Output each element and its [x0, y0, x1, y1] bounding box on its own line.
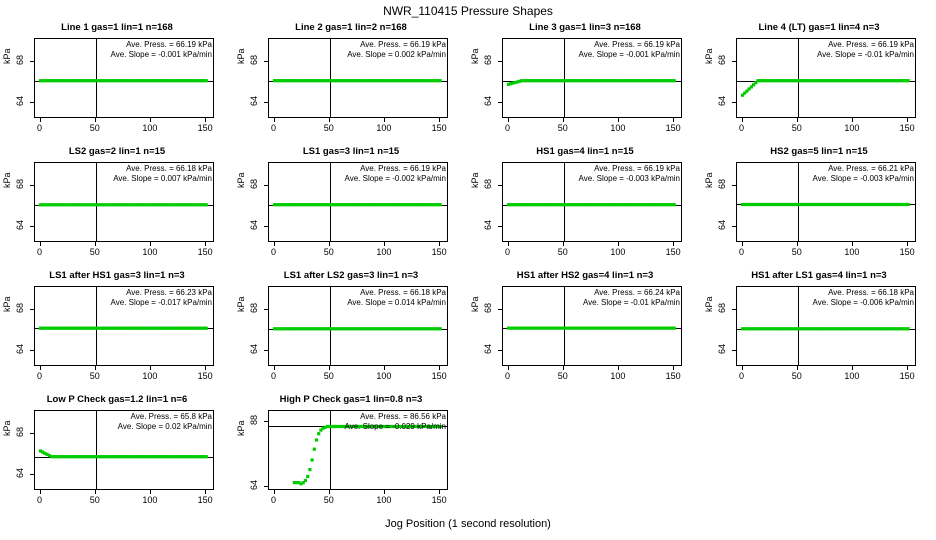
x-tick-mark — [95, 118, 96, 122]
chart-panel — [234, 144, 468, 268]
y-axis-label: kPa — [470, 296, 480, 312]
panel-title: LS1 after LS2 gas=3 lin=1 n=3 — [283, 270, 419, 281]
y-axis-label: kPa — [704, 296, 714, 312]
x-tick-label: 100 — [844, 371, 860, 381]
annotation-average-slope: Ave. Slope = -0.002 kPa/min — [344, 174, 446, 183]
y-tick-label: 68 — [483, 178, 493, 189]
x-tick-label: 150 — [197, 247, 213, 257]
x-tick-label: 50 — [89, 123, 100, 133]
x-axis-label: Jog Position (1 second resolution) — [385, 518, 551, 530]
y-tick-mark — [264, 102, 268, 103]
y-axis-label: kPa — [236, 420, 246, 436]
x-tick-label: 150 — [665, 247, 681, 257]
x-tick-label: 100 — [376, 495, 392, 505]
panel-title: LS1 gas=3 lin=1 n=15 — [302, 146, 400, 157]
y-axis-label: kPa — [470, 48, 480, 64]
y-tick-label: 64 — [483, 344, 493, 355]
x-tick-mark — [329, 118, 330, 122]
x-tick-mark — [384, 366, 385, 370]
panel-title: Low P Check gas=1.2 lin=1 n=6 — [46, 394, 188, 405]
x-tick-label: 150 — [431, 371, 447, 381]
y-tick-label: 64 — [249, 220, 259, 231]
y-axis-label: kPa — [2, 296, 12, 312]
x-tick-label: 50 — [791, 123, 802, 133]
x-tick-mark — [205, 242, 206, 246]
x-tick-label: 50 — [557, 247, 568, 257]
annotation-average-slope: Ave. Slope = -0.003 kPa/min — [812, 174, 914, 183]
x-tick-mark — [150, 242, 151, 246]
y-axis-label: kPa — [470, 172, 480, 188]
x-tick-mark — [384, 118, 385, 122]
y-tick-label: 68 — [15, 302, 25, 313]
x-tick-mark — [95, 242, 96, 246]
x-tick-mark — [508, 366, 509, 370]
x-tick-mark — [329, 366, 330, 370]
x-tick-label: 150 — [431, 247, 447, 257]
chart-panel — [234, 268, 468, 392]
y-tick-mark — [732, 185, 736, 186]
annotation-average-slope: Ave. Slope = -0.001 kPa/min — [110, 50, 212, 59]
chart-panel — [0, 392, 234, 516]
y-tick-mark — [498, 350, 502, 351]
x-tick-mark — [205, 118, 206, 122]
page-title: NWR_110415 Pressure Shapes — [383, 4, 553, 18]
y-tick-label: 88 — [249, 414, 259, 425]
x-tick-mark — [508, 242, 509, 246]
annotation-average-slope: Ave. Slope = -0.017 kPa/min — [110, 298, 212, 307]
y-tick-label: 64 — [717, 344, 727, 355]
x-tick-mark — [673, 366, 674, 370]
x-tick-label: 0 — [739, 123, 745, 133]
x-tick-mark — [205, 366, 206, 370]
x-tick-label: 50 — [89, 371, 100, 381]
x-tick-mark — [40, 118, 41, 122]
x-tick-label: 100 — [142, 247, 158, 257]
panel-title: HS1 after HS2 gas=4 lin=1 n=3 — [516, 270, 654, 281]
x-tick-mark — [673, 242, 674, 246]
y-tick-mark — [732, 61, 736, 62]
annotation-average-slope: Ave. Slope = 0.014 kPa/min — [347, 298, 446, 307]
chart-panel — [702, 20, 936, 144]
y-tick-mark — [732, 226, 736, 227]
x-tick-label: 150 — [665, 123, 681, 133]
y-tick-mark — [30, 61, 34, 62]
x-tick-mark — [40, 490, 41, 494]
x-tick-mark — [439, 118, 440, 122]
x-tick-label: 150 — [197, 495, 213, 505]
y-tick-mark — [498, 185, 502, 186]
x-tick-label: 50 — [557, 123, 568, 133]
x-tick-mark — [439, 366, 440, 370]
panel-title: HS1 after LS1 gas=4 lin=1 n=3 — [751, 270, 887, 281]
chart-panel — [234, 392, 468, 516]
x-tick-mark — [329, 490, 330, 494]
annotation-average-pressure: Ave. Press. = 66.19 kPa — [360, 164, 446, 173]
panel-grid — [0, 20, 936, 515]
y-tick-label: 64 — [249, 96, 259, 107]
chart-panel — [702, 144, 936, 268]
x-tick-mark — [274, 242, 275, 246]
x-tick-label: 0 — [505, 371, 511, 381]
chart-panel — [468, 20, 702, 144]
x-tick-mark — [673, 118, 674, 122]
x-tick-mark — [150, 490, 151, 494]
x-tick-label: 50 — [323, 371, 334, 381]
y-tick-label: 68 — [717, 178, 727, 189]
y-tick-mark — [498, 61, 502, 62]
y-axis-label: kPa — [704, 48, 714, 64]
y-tick-mark — [30, 350, 34, 351]
x-tick-mark — [797, 242, 798, 246]
annotation-average-pressure: Ave. Press. = 86.56 kPa — [360, 412, 446, 421]
chart-panel — [468, 268, 702, 392]
x-tick-mark — [563, 242, 564, 246]
annotation-average-pressure: Ave. Press. = 66.21 kPa — [828, 164, 914, 173]
panel-title: LS1 after HS1 gas=3 lin=1 n=3 — [49, 270, 185, 281]
x-tick-mark — [329, 242, 330, 246]
x-tick-mark — [742, 366, 743, 370]
x-tick-label: 100 — [376, 123, 392, 133]
y-tick-label: 64 — [15, 220, 25, 231]
x-tick-mark — [95, 366, 96, 370]
x-tick-label: 0 — [37, 123, 43, 133]
y-tick-mark — [732, 102, 736, 103]
y-tick-label: 68 — [249, 302, 259, 313]
y-tick-label: 68 — [15, 178, 25, 189]
annotation-average-slope: Ave. Slope = 0.002 kPa/min — [347, 50, 446, 59]
y-tick-label: 64 — [15, 468, 25, 479]
x-tick-mark — [907, 242, 908, 246]
x-tick-label: 0 — [271, 247, 277, 257]
x-tick-mark — [439, 490, 440, 494]
panel-title: High P Check gas=1 lin=0.8 n=3 — [279, 394, 423, 405]
y-tick-label: 68 — [483, 302, 493, 313]
x-tick-label: 50 — [89, 247, 100, 257]
y-tick-mark — [30, 309, 34, 310]
annotation-average-pressure: Ave. Press. = 66.18 kPa — [360, 288, 446, 297]
x-tick-mark — [40, 242, 41, 246]
x-tick-label: 100 — [142, 371, 158, 381]
panel-title: Line 2 gas=1 lin=2 n=168 — [295, 22, 407, 33]
y-tick-label: 68 — [15, 54, 25, 65]
panel-title: HS1 gas=4 lin=1 n=15 — [536, 146, 634, 157]
y-axis-label: kPa — [236, 48, 246, 64]
y-axis-label: kPa — [236, 296, 246, 312]
y-tick-label: 64 — [717, 96, 727, 107]
x-tick-label: 0 — [37, 371, 43, 381]
x-tick-label: 50 — [323, 247, 334, 257]
x-tick-label: 0 — [271, 371, 277, 381]
annotation-average-pressure: Ave. Press. = 66.24 kPa — [594, 288, 680, 297]
annotation-average-slope: Ave. Slope = 0.02 kPa/min — [117, 422, 212, 431]
y-tick-label: 64 — [249, 344, 259, 355]
annotation-average-slope: Ave. Slope = 0.007 kPa/min — [113, 174, 212, 183]
y-tick-mark — [264, 421, 268, 422]
annotation-average-pressure: Ave. Press. = 66.19 kPa — [828, 40, 914, 49]
x-tick-label: 100 — [376, 371, 392, 381]
x-tick-mark — [742, 118, 743, 122]
x-tick-mark — [274, 366, 275, 370]
x-tick-label: 0 — [271, 123, 277, 133]
x-tick-label: 50 — [557, 371, 568, 381]
x-tick-label: 50 — [791, 247, 802, 257]
panel-title: HS2 gas=5 lin=1 n=15 — [770, 146, 868, 157]
y-tick-mark — [264, 486, 268, 487]
y-tick-mark — [498, 102, 502, 103]
x-tick-label: 0 — [505, 123, 511, 133]
x-tick-mark — [508, 118, 509, 122]
panel-title: Line 3 gas=1 lin=3 n=168 — [529, 22, 641, 33]
y-tick-mark — [732, 309, 736, 310]
x-tick-mark — [797, 118, 798, 122]
x-tick-mark — [150, 366, 151, 370]
x-tick-label: 150 — [899, 371, 915, 381]
x-tick-label: 150 — [665, 371, 681, 381]
y-tick-label: 68 — [717, 54, 727, 65]
annotation-average-pressure: Ave. Press. = 66.23 kPa — [126, 288, 212, 297]
x-tick-mark — [40, 366, 41, 370]
y-tick-mark — [264, 309, 268, 310]
x-tick-label: 150 — [197, 123, 213, 133]
y-tick-mark — [264, 226, 268, 227]
x-tick-label: 150 — [431, 123, 447, 133]
y-tick-mark — [264, 350, 268, 351]
x-tick-label: 0 — [37, 495, 43, 505]
y-tick-mark — [30, 185, 34, 186]
y-tick-mark — [498, 309, 502, 310]
x-tick-label: 0 — [739, 371, 745, 381]
annotation-average-pressure: Ave. Press. = 66.19 kPa — [594, 40, 680, 49]
y-tick-label: 64 — [15, 96, 25, 107]
y-tick-mark — [30, 474, 34, 475]
y-tick-label: 64 — [483, 96, 493, 107]
x-tick-mark — [742, 242, 743, 246]
y-tick-mark — [30, 226, 34, 227]
chart-panel — [702, 268, 936, 392]
chart-panel — [0, 20, 234, 144]
x-tick-label: 50 — [323, 123, 334, 133]
annotation-average-slope: Ave. Slope = -0.001 kPa/min — [578, 50, 680, 59]
x-tick-mark — [439, 242, 440, 246]
y-tick-mark — [30, 102, 34, 103]
x-tick-label: 100 — [142, 495, 158, 505]
y-tick-mark — [264, 61, 268, 62]
x-tick-label: 0 — [271, 495, 277, 505]
y-tick-label: 68 — [483, 54, 493, 65]
y-tick-label: 64 — [15, 344, 25, 355]
annotation-average-slope: Ave. Slope = -0.01 kPa/min — [582, 298, 680, 307]
x-tick-mark — [852, 366, 853, 370]
chart-panel — [0, 144, 234, 268]
annotation-average-slope: Ave. Slope = -0.003 kPa/min — [578, 174, 680, 183]
x-tick-mark — [563, 118, 564, 122]
chart-panel — [468, 144, 702, 268]
x-tick-mark — [150, 118, 151, 122]
annotation-average-slope: Ave. Slope = -0.006 kPa/min — [812, 298, 914, 307]
x-tick-label: 0 — [505, 247, 511, 257]
x-tick-mark — [618, 118, 619, 122]
y-tick-mark — [732, 350, 736, 351]
panel-title: Line 1 gas=1 lin=1 n=168 — [61, 22, 173, 33]
x-tick-label: 150 — [899, 123, 915, 133]
y-tick-label: 68 — [15, 426, 25, 437]
chart-panel — [234, 20, 468, 144]
y-axis-label: kPa — [2, 420, 12, 436]
x-tick-label: 100 — [610, 123, 626, 133]
x-tick-mark — [907, 118, 908, 122]
x-tick-label: 150 — [431, 495, 447, 505]
annotation-average-slope: Ave. Slope = -0.01 kPa/min — [816, 50, 914, 59]
y-tick-label: 68 — [717, 302, 727, 313]
y-tick-label: 68 — [249, 54, 259, 65]
x-tick-label: 100 — [844, 123, 860, 133]
annotation-average-pressure: Ave. Press. = 66.19 kPa — [594, 164, 680, 173]
y-tick-mark — [30, 433, 34, 434]
x-tick-label: 0 — [739, 247, 745, 257]
x-tick-mark — [852, 118, 853, 122]
x-tick-mark — [205, 490, 206, 494]
y-tick-label: 64 — [483, 220, 493, 231]
panel-title: Line 4 (LT) gas=1 lin=4 n=3 — [758, 22, 880, 33]
x-tick-label: 150 — [197, 371, 213, 381]
x-tick-mark — [274, 118, 275, 122]
annotation-average-pressure: Ave. Press. = 66.18 kPa — [828, 288, 914, 297]
x-tick-mark — [618, 366, 619, 370]
x-tick-label: 50 — [89, 495, 100, 505]
x-tick-label: 0 — [37, 247, 43, 257]
y-tick-mark — [498, 226, 502, 227]
x-tick-label: 100 — [142, 123, 158, 133]
x-tick-label: 50 — [791, 371, 802, 381]
annotation-average-pressure: Ave. Press. = 66.18 kPa — [126, 164, 212, 173]
y-axis-label: kPa — [2, 48, 12, 64]
x-tick-mark — [797, 366, 798, 370]
annotation-average-pressure: Ave. Press. = 66.19 kPa — [360, 40, 446, 49]
x-tick-label: 150 — [899, 247, 915, 257]
panel-title: LS2 gas=2 lin=1 n=15 — [68, 146, 166, 157]
annotation-average-pressure: Ave. Press. = 66.19 kPa — [126, 40, 212, 49]
x-tick-mark — [384, 490, 385, 494]
x-tick-mark — [563, 366, 564, 370]
x-tick-mark — [852, 242, 853, 246]
chart-panel — [0, 268, 234, 392]
y-tick-label: 64 — [717, 220, 727, 231]
x-tick-label: 100 — [610, 247, 626, 257]
x-tick-mark — [274, 490, 275, 494]
x-tick-label: 100 — [376, 247, 392, 257]
y-axis-label: kPa — [236, 172, 246, 188]
y-axis-label: kPa — [2, 172, 12, 188]
x-tick-mark — [384, 242, 385, 246]
x-tick-label: 100 — [844, 247, 860, 257]
x-tick-mark — [618, 242, 619, 246]
annotation-average-pressure: Ave. Press. = 65.8 kPa — [130, 412, 212, 421]
annotation-average-slope: Ave. Slope = -0.029 kPa/min — [344, 422, 446, 431]
y-tick-label: 64 — [249, 479, 259, 490]
x-tick-label: 100 — [610, 371, 626, 381]
y-tick-label: 68 — [249, 178, 259, 189]
y-axis-label: kPa — [704, 172, 714, 188]
x-tick-mark — [907, 366, 908, 370]
y-tick-mark — [264, 185, 268, 186]
x-tick-mark — [95, 490, 96, 494]
x-tick-label: 50 — [323, 495, 334, 505]
